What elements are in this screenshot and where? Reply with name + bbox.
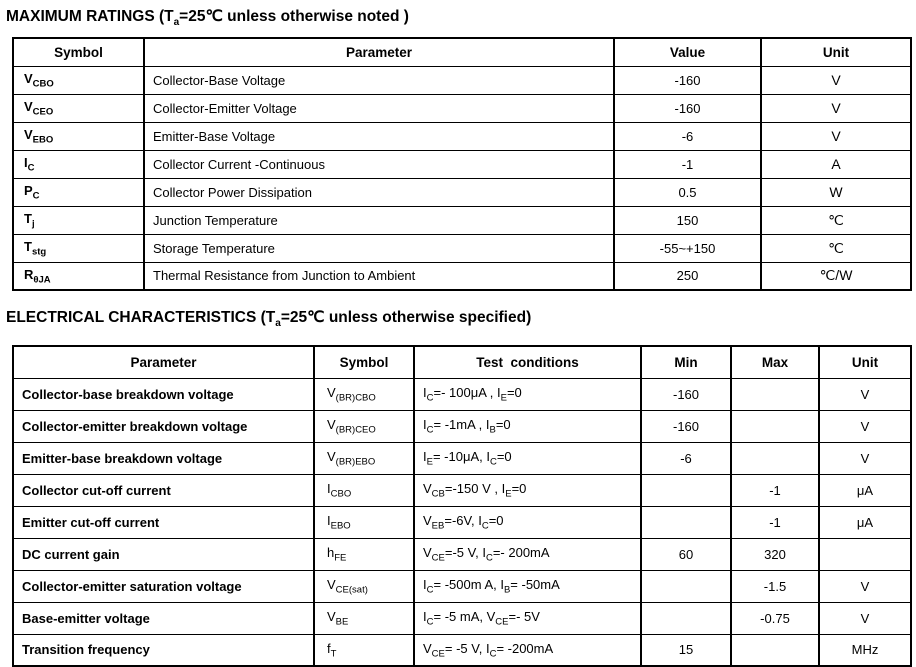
table-cell: $P_C$ (13, 178, 144, 206)
table-cell: Collector Power Dissipation (144, 178, 614, 206)
table-cell: $I_{EBO}$ (314, 506, 414, 538)
column-header: Unit (761, 38, 911, 66)
table-cell: -6 (641, 442, 731, 474)
table-row (13, 262, 911, 290)
table-cell: DC current gain (13, 538, 314, 570)
table-cell: $V_{(BR)CBO}$ (314, 378, 414, 410)
table-cell: V (761, 66, 911, 94)
section-title-electrical-characteristics: ELECTRICAL CHARACTERISTICS ($T_a=25℃$ unless otherwise specified) (6, 309, 532, 330)
column-header: Parameter (13, 346, 314, 378)
table-row (13, 602, 911, 634)
table-cell: $V_{CBO}$ (13, 66, 144, 94)
table-cell: V (819, 442, 911, 474)
table-row (13, 474, 911, 506)
column-header: Min (641, 346, 731, 378)
table-row (13, 206, 911, 234)
table-cell: V (819, 410, 911, 442)
table-header-row (13, 346, 911, 378)
table-cell: 150 (614, 206, 761, 234)
table-cell: $V_{BE}$ (314, 602, 414, 634)
table-cell: 250 (614, 262, 761, 290)
table-cell: Emitter-base breakdown voltage (13, 442, 314, 474)
table-cell: W (761, 178, 911, 206)
table-cell: $f_T$ (314, 634, 414, 666)
table-row (13, 66, 911, 94)
table-cell: Storage Temperature (144, 234, 614, 262)
table-cell: Junction Temperature (144, 206, 614, 234)
table-cell: Collector-emitter breakdown voltage (13, 410, 314, 442)
table-cell: $V_{CE(sat)}$ (314, 570, 414, 602)
column-header: Test conditions (414, 346, 641, 378)
table-cell: Collector-Base Voltage (144, 66, 614, 94)
table-cell: V (819, 378, 911, 410)
table-cell: ℃/W (761, 262, 911, 290)
table-cell: $I_E= -10\mu A$, $I_C=0$ (414, 442, 641, 474)
column-header: Symbol (13, 38, 144, 66)
table-row (13, 178, 911, 206)
table-cell: Collector-emitter saturation voltage (13, 570, 314, 602)
table-cell: $V_{(BR)CEO}$ (314, 410, 414, 442)
table-cell: μA (819, 506, 911, 538)
table-cell (731, 410, 819, 442)
table-cell: $h_{FE}$ (314, 538, 414, 570)
table-cell: -160 (614, 94, 761, 122)
table-cell: $I_C= -1mA$ , $I_B=0$ (414, 410, 641, 442)
table-cell: -1 (731, 474, 819, 506)
table-cell: $I_{CBO}$ (314, 474, 414, 506)
table-cell: Emitter-Base Voltage (144, 122, 614, 150)
table-cell: -160 (641, 378, 731, 410)
table-cell: Thermal Resistance from Junction to Ambient (144, 262, 614, 290)
table-cell (819, 538, 911, 570)
table-cell (641, 506, 731, 538)
table-cell: Collector Current -Continuous (144, 150, 614, 178)
table-cell: ℃ (761, 234, 911, 262)
table-cell: -1 (614, 150, 761, 178)
table-cell: 60 (641, 538, 731, 570)
table-cell: $I_C= -500m$ A, $I_B= -50mA$ (414, 570, 641, 602)
table-row (13, 410, 911, 442)
table-row (13, 122, 911, 150)
table-row (13, 234, 911, 262)
table-header-row (13, 38, 911, 66)
column-header: Unit (819, 346, 911, 378)
table-row (13, 150, 911, 178)
table-row (13, 634, 911, 666)
table-cell (641, 570, 731, 602)
table-cell (731, 378, 819, 410)
table-cell: 15 (641, 634, 731, 666)
table-cell: -160 (641, 410, 731, 442)
table-cell: ℃ (761, 206, 911, 234)
table-cell: -55~+150 (614, 234, 761, 262)
table-cell: $V_{CEO}$ (13, 94, 144, 122)
table-row (13, 506, 911, 538)
section-electrical-characteristics (5, 308, 910, 667)
table-electrical-characteristics (12, 345, 912, 667)
table-cell: $I_C$ (13, 150, 144, 178)
table-row (13, 442, 911, 474)
table-cell: μA (819, 474, 911, 506)
table-cell: -6 (614, 122, 761, 150)
table-cell: V (819, 602, 911, 634)
section-maximum-ratings (5, 7, 910, 291)
table-cell: V (761, 122, 911, 150)
table-row (13, 94, 911, 122)
table-cell: Base-emitter voltage (13, 602, 314, 634)
column-header: Symbol (314, 346, 414, 378)
table-cell: 0.5 (614, 178, 761, 206)
table-cell: Emitter cut-off current (13, 506, 314, 538)
table-maximum-ratings (12, 37, 912, 291)
column-header: Parameter (144, 38, 614, 66)
table-cell (641, 602, 731, 634)
table-row (13, 538, 911, 570)
table-cell: MHz (819, 634, 911, 666)
table-cell: $R_{\theta JA}$ (13, 262, 144, 290)
table-cell: $V_{CB}=-150$ V , $I_E=0$ (414, 474, 641, 506)
table-cell: $I_C=-$ 100μA , $I_E=0$ (414, 378, 641, 410)
table-cell: Collector-Emitter Voltage (144, 94, 614, 122)
column-header: Value (614, 38, 761, 66)
table-cell: $T_j$ (13, 206, 144, 234)
table-cell: $V_{(BR)EBO}$ (314, 442, 414, 474)
table-cell: -0.75 (731, 602, 819, 634)
table-cell: -1.5 (731, 570, 819, 602)
table-cell (731, 634, 819, 666)
column-header: Max (731, 346, 819, 378)
table-cell: Transition frequency (13, 634, 314, 666)
table-cell: $T_{stg}$ (13, 234, 144, 262)
table-row (13, 378, 911, 410)
table-cell (641, 474, 731, 506)
table-cell: -1 (731, 506, 819, 538)
table-cell: V (761, 94, 911, 122)
table-row (13, 570, 911, 602)
table-cell: A (761, 150, 911, 178)
table-cell: -160 (614, 66, 761, 94)
table-cell: $V_{CE}=-5$ V, $I_C=-$ 200mA (414, 538, 641, 570)
table-cell: $V_{EB}=-6V$, $I_C=0$ (414, 506, 641, 538)
table-cell: 320 (731, 538, 819, 570)
table-cell: $I_C= -5$ mA, $V_{CE}=-$ 5V (414, 602, 641, 634)
table-cell: Collector cut-off current (13, 474, 314, 506)
section-title-maximum-ratings: MAXIMUM RATINGS ($T_a=25℃$ unless otherwise noted ) (6, 8, 409, 29)
table-cell: Collector-base breakdown voltage (13, 378, 314, 410)
table-cell: $V_{EBO}$ (13, 122, 144, 150)
table-cell: V (819, 570, 911, 602)
table-cell (731, 442, 819, 474)
table-cell: $V_{CE}= -5$ V, $I_C= -200mA$ (414, 634, 641, 666)
